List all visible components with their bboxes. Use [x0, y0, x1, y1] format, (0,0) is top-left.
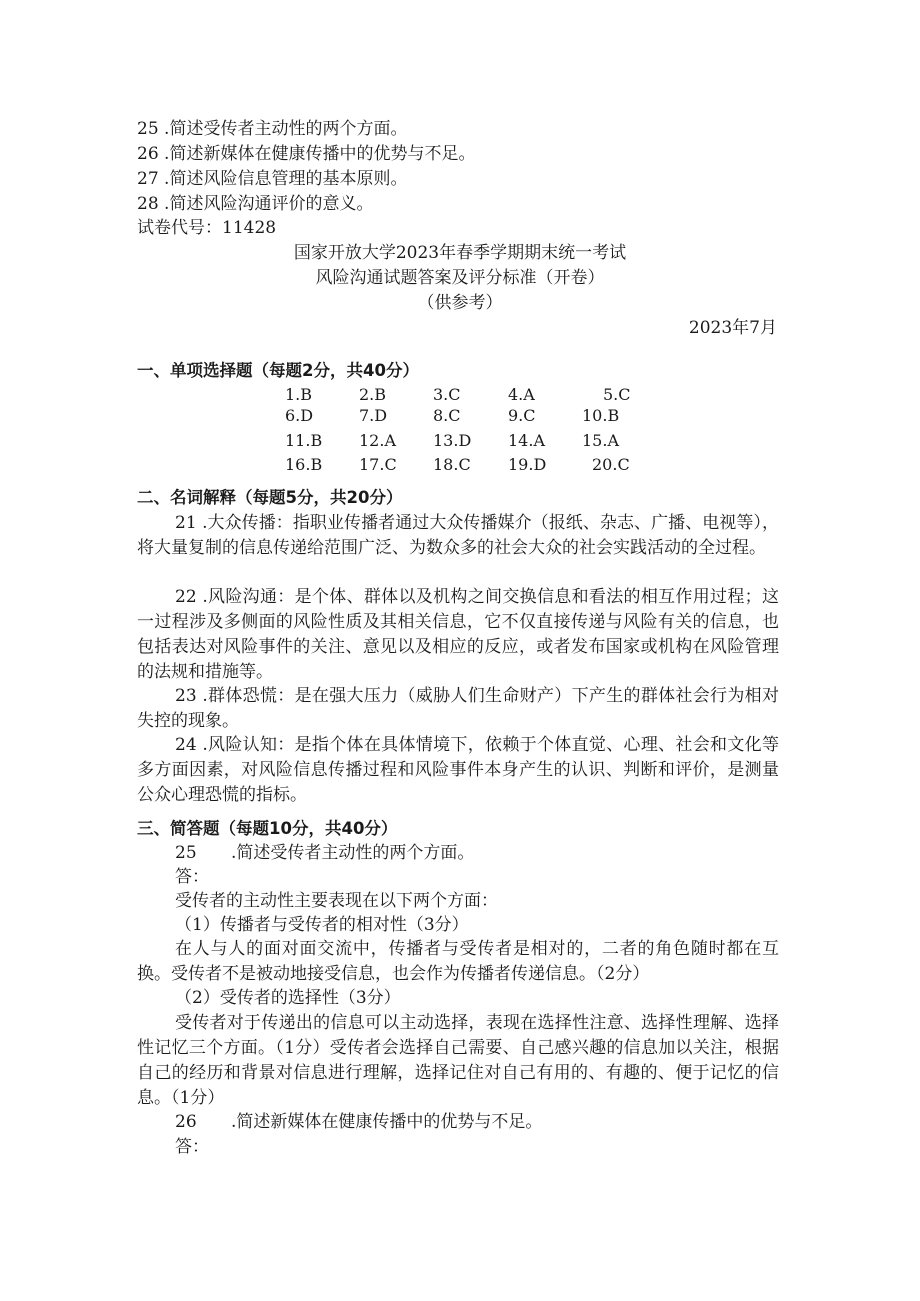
answer-cell: 9.C — [508, 406, 536, 425]
question-line: 26 .简述新媒体在健康传播中的优势与不足。 — [137, 144, 476, 164]
answer-cell: 14.A — [508, 431, 545, 450]
answer-point: （1）传播者与受传者的相对性（3分） — [175, 915, 469, 935]
answer-cell: 2.B — [359, 385, 387, 404]
answer-cell: 17.C — [359, 455, 397, 474]
answer-intro: 受传者的主动性主要表现在以下两个方面： — [175, 891, 498, 911]
answer-cell: 7.D — [359, 406, 388, 425]
term-definition: 21 .大众传播：指职业传播者通过大众传播媒介（报纸、杂志、广播、电视等），将大量复制的信息传递给范围广泛、为数众多的社会大众的社会实践活动的全过程。 — [137, 513, 779, 558]
answer-cell: 13.D — [433, 431, 472, 450]
term-definition: 23 .群体恐慌：是在强大压力（威胁人们生命财产）下产生的群体社会行为相对失控的现象。 — [137, 686, 779, 731]
reference-note: （供参考） — [417, 293, 503, 313]
answer-cell: 11.B — [285, 431, 323, 450]
question-line: 25 .简述受传者主动性的两个方面。 — [137, 119, 408, 139]
answer-cell: 4.A — [508, 385, 535, 404]
question-number: 25 — [175, 843, 197, 863]
section-heading: 二、名词解释（每题5分，共20分） — [137, 488, 403, 507]
answer-cell: 3.C — [433, 385, 461, 404]
section-heading: 一、单项选择题（每题2分，共40分） — [137, 361, 419, 380]
answer-cell: 15.A — [582, 431, 619, 450]
answer-cell: 18.C — [433, 455, 471, 474]
answer-paragraph: 受传者对于传递出的信息可以主动选择，表现在选择性注意、选择性理解、选择性记忆三个方面。（1分）受传者会选择自己需要、自己感兴趣的信息加以关注，根据自己的经历和背景对信息进行理解，选择记住对自己有用的、有趣的、便于记忆的信息。（1分） — [137, 1013, 779, 1108]
exam-subtitle: 风险沟通试题答案及评分标准（开卷） — [315, 268, 605, 288]
question-number: 26 — [175, 1112, 197, 1132]
answer-cell: 12.A — [359, 431, 396, 450]
term-definition: 24 .风险认知：是指个体在具体情境下，依赖于个体直觉、心理、社会和文化等多方面因素，对风险信息传播过程和风险事件本身产生的认识、判断和评价，是测量公众心理恐慌的指标。 — [137, 735, 779, 805]
term-definition: 22 .风险沟通：是个体、群体以及机构之间交换信息和看法的相互作用过程；这一过程涉及多侧面的风险性质及其相关信息，它不仅直接传递与风险有关的信息，也包括表达对风险事件的关注、意见以及相应的反应，或者发布国家或机构在风险管理的法规和措施等。 — [137, 587, 779, 682]
paper-code: 试卷代号：11428 — [137, 218, 277, 238]
question-text: .简述受传者主动性的两个方面。 — [231, 843, 475, 863]
answer-label: 答： — [175, 1137, 209, 1157]
exam-date: 2023年7月 — [688, 318, 777, 338]
section-heading: 三、简答题（每题10分，共40分） — [137, 819, 398, 838]
question-text: .简述新媒体在健康传播中的优势与不足。 — [231, 1112, 543, 1132]
answer-cell: 10.B — [582, 406, 620, 425]
answer-cell: 1.B — [285, 385, 313, 404]
answer-cell: 20.C — [592, 455, 630, 474]
answer-cell: 16.B — [285, 455, 323, 474]
answer-cell: 8.C — [433, 406, 461, 425]
answer-cell: 5.C — [603, 385, 631, 404]
question-line: 27 .简述风险信息管理的基本原则。 — [137, 169, 408, 189]
answer-point: （2）受传者的选择性（3分） — [175, 988, 401, 1008]
answer-paragraph: 在人与人的面对面交流中，传播者与受传者是相对的，二者的角色随时都在互换。受传者不是被动地接受信息，也会作为传播者传递信息。（2分） — [137, 939, 779, 984]
exam-title: 国家开放大学2023年春季学期期末统一考试 — [293, 243, 627, 263]
answer-cell: 6.D — [285, 406, 314, 425]
question-line: 28 .简述风险沟通评价的意义。 — [137, 194, 374, 214]
answer-label: 答： — [175, 867, 209, 887]
answer-cell: 19.D — [508, 455, 547, 474]
